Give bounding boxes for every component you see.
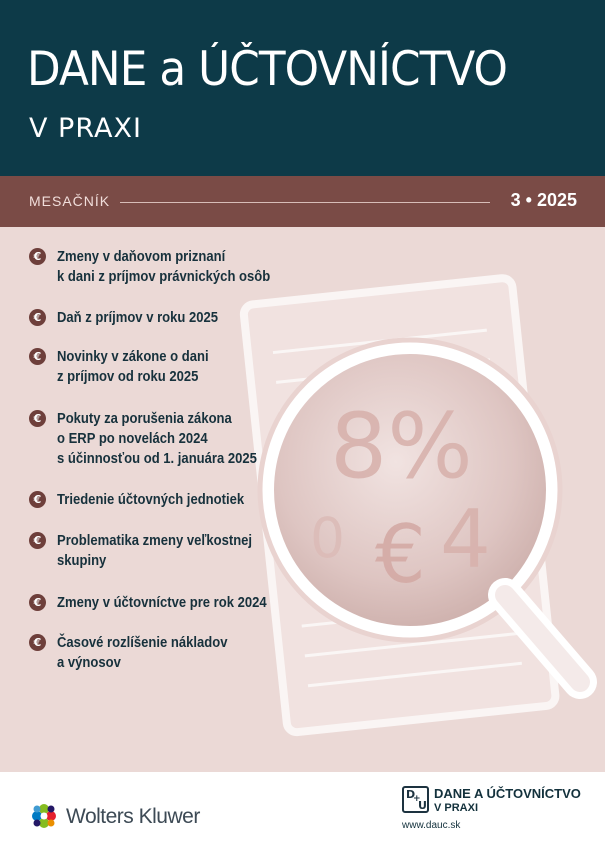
journal-name: DANE A ÚČTOVNÍCTVO: [434, 786, 581, 801]
toc-item-text: Zmeny v daňovom priznaní k dani z príjmov právnických osôb: [57, 249, 271, 285]
toc-item-text: Problematika zmeny veľkostnej skupiny: [57, 533, 253, 569]
publisher-name: Wolters Kluwer: [66, 805, 200, 828]
euro-icon: €: [29, 248, 46, 265]
frequency-label: MESAČNÍK: [29, 193, 111, 209]
euro-icon: €: [29, 594, 46, 611]
toc-item-text: Daň z príjmov v roku 2025: [57, 310, 219, 326]
journal-logo-icon: D + U: [402, 786, 429, 813]
euro-icon: €: [29, 634, 46, 651]
svg-text:0: 0: [310, 506, 345, 570]
svg-text:8%: 8%: [330, 394, 473, 499]
svg-text:4: 4: [440, 493, 491, 586]
euro-icon: €: [29, 491, 46, 508]
journal-url[interactable]: www.dauc.sk: [402, 820, 461, 831]
band-divider: [120, 202, 490, 203]
magazine-title: DANE a ÚČTOVNÍCTVO: [27, 42, 508, 97]
euro-icon: €: [29, 410, 46, 427]
svg-text:€: €: [375, 508, 426, 601]
wolters-kluwer-logo-icon: [29, 801, 59, 831]
toc-item-text: Novinky v zákone o dani z príjmov od roku 2025: [57, 349, 209, 385]
magazine-subtitle: V PRAXI: [29, 113, 142, 144]
issue-number: 3 • 2025: [510, 190, 577, 210]
euro-icon: €: [29, 532, 46, 549]
toc-item-text: Triedenie účtovných jednotiek: [57, 492, 245, 508]
toc-item-text: Zmeny v účtovníctve pre rok 2024: [57, 595, 267, 611]
journal-subtitle: V PRAXI: [434, 802, 479, 814]
euro-icon: €: [29, 309, 46, 326]
toc-item-text: Pokuty za porušenia zákona o ERP po novelách 2024 s účinnosťou od 1. januára 2025: [57, 411, 257, 467]
euro-icon: €: [29, 348, 46, 365]
toc-item-text: Časové rozlíšenie nákladov a výnosov: [57, 635, 228, 671]
masthead: [0, 0, 605, 176]
